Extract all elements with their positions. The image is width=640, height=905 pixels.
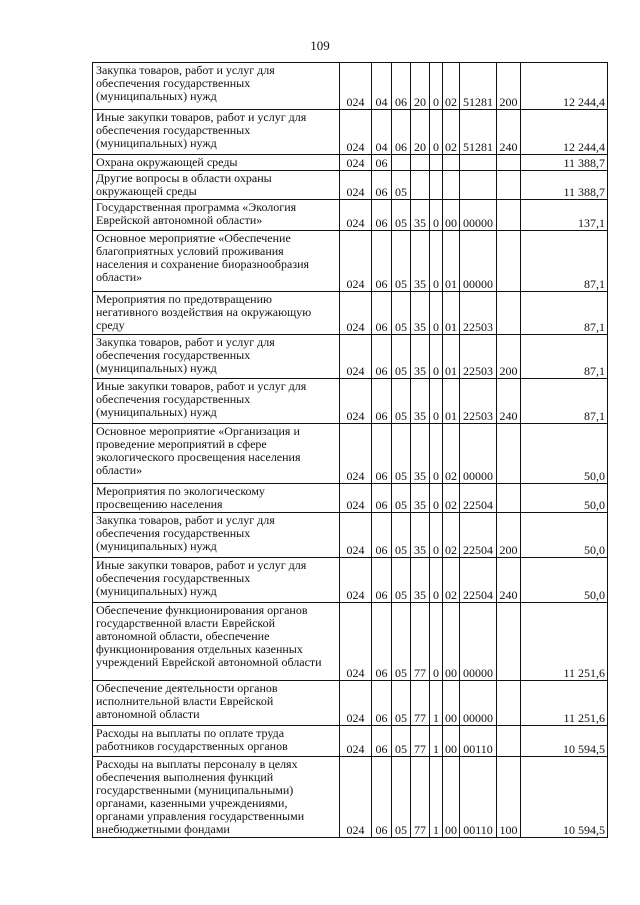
sum-cell: 87,1 <box>521 231 608 292</box>
table-row <box>93 110 608 155</box>
grbs-cell: 024 <box>340 231 372 292</box>
table-row <box>93 63 608 110</box>
grbs-cell: 024 <box>340 155 372 171</box>
code-cell: 22503 <box>460 379 497 424</box>
subprogram-cell: 0 <box>430 424 443 484</box>
vr-cell <box>497 200 521 231</box>
pr-cell: 05 <box>392 484 411 513</box>
subprogram-cell: 0 <box>430 558 443 603</box>
rz-cell: 04 <box>372 63 392 110</box>
table-row <box>93 379 608 424</box>
grbs-cell: 024 <box>340 379 372 424</box>
code-cell: 22503 <box>460 335 497 379</box>
code-cell: 00000 <box>460 681 497 726</box>
row-name-cell: Обеспечение функционирования органов государственной власти Еврейской автономной области, обеспечение функционирования отдельных казенных учреждений Еврейской автономной области <box>93 603 340 681</box>
subprogram-cell: 1 <box>430 681 443 726</box>
subprogram-cell: 0 <box>430 335 443 379</box>
group-cell: 00 <box>443 726 460 757</box>
code-cell: 51281 <box>460 110 497 155</box>
group-cell: 00 <box>443 757 460 838</box>
table-row <box>93 757 608 838</box>
group-cell: 00 <box>443 681 460 726</box>
vr-cell: 200 <box>497 335 521 379</box>
row-name-cell: Другие вопросы в области охраны окружающей среды <box>93 171 340 200</box>
group-cell: 02 <box>443 424 460 484</box>
pr-cell: 05 <box>392 231 411 292</box>
grbs-cell: 024 <box>340 171 372 200</box>
pr-cell: 05 <box>392 379 411 424</box>
group-cell: 02 <box>443 558 460 603</box>
vr-cell: 240 <box>497 110 521 155</box>
grbs-cell: 024 <box>340 681 372 726</box>
vr-cell: 200 <box>497 513 521 558</box>
rz-cell: 06 <box>372 335 392 379</box>
sum-cell: 12 244,4 <box>521 110 608 155</box>
row-name-cell: Закупка товаров, работ и услуг для обеспечения государственных (муниципальных) нужд <box>93 335 340 379</box>
code-cell: 22504 <box>460 558 497 603</box>
vr-cell <box>497 603 521 681</box>
table-row <box>93 335 608 379</box>
rz-cell: 06 <box>372 292 392 335</box>
group-cell: 02 <box>443 63 460 110</box>
program-cell <box>411 171 430 200</box>
group-cell: 02 <box>443 110 460 155</box>
subprogram-cell: 0 <box>430 110 443 155</box>
subprogram-cell: 1 <box>430 757 443 838</box>
program-cell: 35 <box>411 292 430 335</box>
rz-cell: 06 <box>372 681 392 726</box>
row-name-cell: Иные закупки товаров, работ и услуг для обеспечения государственных (муниципальных) нужд <box>93 379 340 424</box>
pr-cell: 05 <box>392 726 411 757</box>
subprogram-cell: 0 <box>430 200 443 231</box>
table-row <box>93 513 608 558</box>
grbs-cell: 024 <box>340 757 372 838</box>
rz-cell: 06 <box>372 484 392 513</box>
table-row <box>93 558 608 603</box>
vr-cell <box>497 484 521 513</box>
group-cell <box>443 155 460 171</box>
rz-cell: 06 <box>372 558 392 603</box>
pr-cell: 06 <box>392 110 411 155</box>
subprogram-cell: 1 <box>430 726 443 757</box>
row-name-cell: Расходы на выплаты персоналу в целях обеспечения выполнения функций государственными (муниципальными) органами, казенными учреждениями, органами управления государственными внебюджетными фондами <box>93 757 340 838</box>
sum-cell: 12 244,4 <box>521 63 608 110</box>
pr-cell: 05 <box>392 757 411 838</box>
table-row <box>93 681 608 726</box>
program-cell: 35 <box>411 558 430 603</box>
sum-cell: 137,1 <box>521 200 608 231</box>
pr-cell: 05 <box>392 424 411 484</box>
sum-cell: 11 388,7 <box>521 155 608 171</box>
row-name-cell: Иные закупки товаров, работ и услуг для обеспечения государственных (муниципальных) нужд <box>93 558 340 603</box>
program-cell: 35 <box>411 484 430 513</box>
table-row <box>93 231 608 292</box>
table-row <box>93 200 608 231</box>
program-cell: 35 <box>411 200 430 231</box>
pr-cell: 05 <box>392 171 411 200</box>
code-cell <box>460 155 497 171</box>
pr-cell: 05 <box>392 292 411 335</box>
rz-cell: 06 <box>372 200 392 231</box>
grbs-cell: 024 <box>340 292 372 335</box>
table-row <box>93 484 608 513</box>
pr-cell <box>392 155 411 171</box>
group-cell: 00 <box>443 200 460 231</box>
subprogram-cell: 0 <box>430 603 443 681</box>
program-cell: 35 <box>411 231 430 292</box>
subprogram-cell <box>430 171 443 200</box>
vr-cell <box>497 171 521 200</box>
page-number: 109 <box>310 38 330 53</box>
grbs-cell: 024 <box>340 484 372 513</box>
vr-cell: 100 <box>497 757 521 838</box>
code-cell: 00110 <box>460 726 497 757</box>
sum-cell: 11 251,6 <box>521 681 608 726</box>
vr-cell <box>497 292 521 335</box>
code-cell: 22503 <box>460 292 497 335</box>
program-cell: 77 <box>411 726 430 757</box>
grbs-cell: 024 <box>340 558 372 603</box>
subprogram-cell: 0 <box>430 63 443 110</box>
group-cell: 00 <box>443 603 460 681</box>
program-cell: 35 <box>411 424 430 484</box>
group-cell <box>443 171 460 200</box>
group-cell: 01 <box>443 379 460 424</box>
table-row <box>93 155 608 171</box>
table-row <box>93 171 608 200</box>
vr-cell <box>497 726 521 757</box>
row-name-cell: Государственная программа «Экология Еврейской автономной области» <box>93 200 340 231</box>
budget-table <box>92 62 608 838</box>
code-cell: 00000 <box>460 200 497 231</box>
code-cell: 51281 <box>460 63 497 110</box>
sum-cell: 50,0 <box>521 558 608 603</box>
program-cell: 77 <box>411 603 430 681</box>
grbs-cell: 024 <box>340 110 372 155</box>
rz-cell: 06 <box>372 155 392 171</box>
pr-cell: 05 <box>392 603 411 681</box>
rz-cell: 06 <box>372 513 392 558</box>
rz-cell: 06 <box>372 757 392 838</box>
vr-cell: 200 <box>497 63 521 110</box>
pr-cell: 05 <box>392 335 411 379</box>
program-cell: 35 <box>411 379 430 424</box>
program-cell <box>411 155 430 171</box>
program-cell: 35 <box>411 513 430 558</box>
program-cell: 20 <box>411 63 430 110</box>
group-cell: 01 <box>443 335 460 379</box>
table-row <box>93 424 608 484</box>
table-row <box>93 603 608 681</box>
grbs-cell: 024 <box>340 726 372 757</box>
code-cell: 00000 <box>460 231 497 292</box>
program-cell: 77 <box>411 757 430 838</box>
rz-cell: 06 <box>372 424 392 484</box>
sum-cell: 50,0 <box>521 484 608 513</box>
sum-cell: 11 251,6 <box>521 603 608 681</box>
table-row <box>93 292 608 335</box>
row-name-cell: Закупка товаров, работ и услуг для обеспечения государственных (муниципальных) нужд <box>93 513 340 558</box>
rz-cell: 04 <box>372 110 392 155</box>
rz-cell: 06 <box>372 726 392 757</box>
row-name-cell: Мероприятия по предотвращению негативного воздействия на окружающую среду <box>93 292 340 335</box>
program-cell: 35 <box>411 335 430 379</box>
sum-cell: 11 388,7 <box>521 171 608 200</box>
grbs-cell: 024 <box>340 200 372 231</box>
code-cell <box>460 171 497 200</box>
row-name-cell: Основное мероприятие «Организация и проведение мероприятий в сфере экологического просвещения населения области» <box>93 424 340 484</box>
row-name-cell: Мероприятия по экологическому просвещению населения <box>93 484 340 513</box>
code-cell: 22504 <box>460 484 497 513</box>
group-cell: 02 <box>443 513 460 558</box>
subprogram-cell <box>430 155 443 171</box>
grbs-cell: 024 <box>340 335 372 379</box>
grbs-cell: 024 <box>340 424 372 484</box>
grbs-cell: 024 <box>340 603 372 681</box>
code-cell: 00000 <box>460 603 497 681</box>
grbs-cell: 024 <box>340 513 372 558</box>
subprogram-cell: 0 <box>430 292 443 335</box>
vr-cell <box>497 231 521 292</box>
program-cell: 77 <box>411 681 430 726</box>
sum-cell: 87,1 <box>521 292 608 335</box>
sum-cell: 87,1 <box>521 379 608 424</box>
pr-cell: 05 <box>392 513 411 558</box>
code-cell: 00110 <box>460 757 497 838</box>
row-name-cell: Расходы на выплаты по оплате труда работников государственных органов <box>93 726 340 757</box>
sum-cell: 50,0 <box>521 424 608 484</box>
subprogram-cell: 0 <box>430 513 443 558</box>
subprogram-cell: 0 <box>430 379 443 424</box>
group-cell: 02 <box>443 484 460 513</box>
vr-cell: 240 <box>497 558 521 603</box>
table-row <box>93 726 608 757</box>
vr-cell <box>497 155 521 171</box>
row-name-cell: Обеспечение деятельности органов исполнительной власти Еврейской автономной области <box>93 681 340 726</box>
grbs-cell: 024 <box>340 63 372 110</box>
row-name-cell: Основное мероприятие «Обеспечение благоприятных условий проживания населения и сохранение биоразнообразия области» <box>93 231 340 292</box>
rz-cell: 06 <box>372 379 392 424</box>
sum-cell: 10 594,5 <box>521 726 608 757</box>
code-cell: 22504 <box>460 513 497 558</box>
row-name-cell: Охрана окружающей среды <box>93 155 340 171</box>
rz-cell: 06 <box>372 231 392 292</box>
rz-cell: 06 <box>372 171 392 200</box>
program-cell: 20 <box>411 110 430 155</box>
code-cell: 00000 <box>460 424 497 484</box>
group-cell: 01 <box>443 231 460 292</box>
vr-cell: 240 <box>497 379 521 424</box>
vr-cell <box>497 681 521 726</box>
row-name-cell: Иные закупки товаров, работ и услуг для обеспечения государственных (муниципальных) нужд <box>93 110 340 155</box>
pr-cell: 05 <box>392 200 411 231</box>
pr-cell: 05 <box>392 681 411 726</box>
pr-cell: 05 <box>392 558 411 603</box>
vr-cell <box>497 424 521 484</box>
sum-cell: 87,1 <box>521 335 608 379</box>
sum-cell: 50,0 <box>521 513 608 558</box>
rz-cell: 06 <box>372 603 392 681</box>
pr-cell: 06 <box>392 63 411 110</box>
group-cell: 01 <box>443 292 460 335</box>
subprogram-cell: 0 <box>430 231 443 292</box>
subprogram-cell: 0 <box>430 484 443 513</box>
sum-cell: 10 594,5 <box>521 757 608 838</box>
row-name-cell: Закупка товаров, работ и услуг для обеспечения государственных (муниципальных) нужд <box>93 63 340 110</box>
